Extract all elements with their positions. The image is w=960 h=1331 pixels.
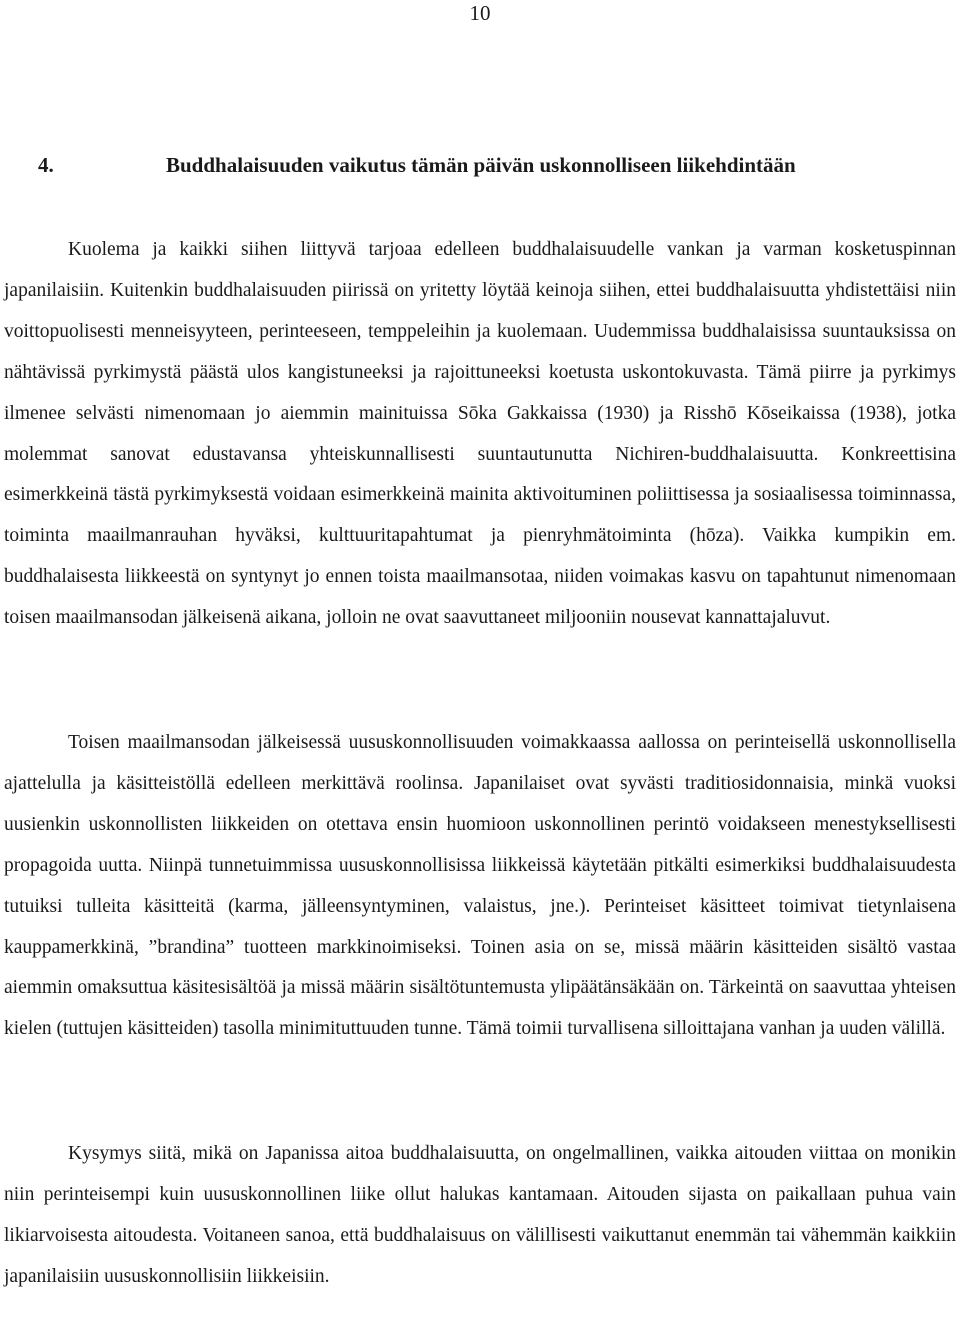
section-title: Buddhalaisuuden vaikutus tämän päivän uskonnolliseen liikehdintään bbox=[166, 153, 796, 177]
body-paragraph-3 bbox=[4, 1134, 956, 1298]
page-number: 10 bbox=[469, 1, 491, 25]
section-number: 4. bbox=[38, 153, 54, 177]
body-paragraph-1 bbox=[4, 230, 956, 639]
section-heading bbox=[38, 152, 796, 178]
paragraph-text: Kysymys siitä, mikä on Japanissa aitoa buddhalaisuutta, on ongelmallinen, vaikka aitouden viittaa on monikin niin perinteisempi kuin uususkonnollinen liike ollut halukas kantamaan. Aitouden sijasta on paikallaan puhua vain likiarvoisesta aitoudesta. Voitaneen sanoa, että buddhalaisuus on välillisesti vaikuttanut enemmän tai vähemmän kaikkiin japanilaisiin uususkonnollisiin liikkeisiin. bbox=[4, 1143, 956, 1287]
body-paragraph-2 bbox=[4, 723, 956, 1050]
paragraph-text: Kuolema ja kaikki siihen liittyvä tarjoaa edelleen buddhalaisuudelle vankan ja varman kosketuspinnan japanilaisiin. Kuitenkin buddhalaisuuden piirissä on yritetty löytää keinoja siihen, ettei buddhalaisuutta yhdistettäisi niin voittopuolisesti menneisyyteen, perinteeseen, temppeleihin ja kuolemaan. Uudemmissa buddhalaisissa suuntauksissa on nähtävissä pyrkimystä päästä ulos kangistuneeksi ja rajoittuneeksi koetusta uskontokuvasta. Tämä piirre ja pyrkimys ilmenee selvästi nimenomaan jo aiemmin mainituissa Sōka Gakkaissa (1930) ja Risshō Kōseikaissa (1938), jotka molemmat sanovat edustavansa yhteiskunnallisesti suuntautunutta Nichiren-buddhalaisuutta. Konkreettisina esimerkkeinä tästä pyrkimyksestä voidaan esimerkkeinä mainita aktivoituminen poliittisessa ja sosiaalisessa toiminnassa, toiminta maailmanrauhan hyväksi, kulttuuritapahtumat ja pienryhmätoiminta (hōza). Vaikka kumpikin em. buddhalaisesta liikkeestä on syntynyt jo ennen toista maailmansotaa, niiden voimakas kasvu on tapahtunut nimenomaan toisen maailmansodan jälkeisenä aikana, jolloin ne ovat saavuttaneet miljooniin nousevat kannattajaluvut. bbox=[4, 239, 956, 629]
paragraph-text: Toisen maailmansodan jälkeisessä uususkonnollisuuden voimakkaassa aallossa on perinteisellä uskonnollisella ajattelulla ja käsitteistöllä edelleen merkittävä roolinsa. Japanilaiset ovat syvästi traditiosidonnaisia, minkä vuoksi uusienkin uskonnollisten liikkeiden on otettava ensin huomioon uskonnollinen perintö voidakseen menestyksellisesti propagoida uutta. Niinpä tunnetuimmissa uususkonnollisissa liikkeissä käytetään pitkälti esimerkiksi buddhalaisuudesta tutuiksi tulleita käsitteitä (karma, jälleensyntyminen, valaistus, jne.). Perinteiset käsitteet toimivat tietynlaisena kauppamerkkinä, ”brandina” tuotteen markkinoimiseksi. Toinen asia on se, missä määrin käsitteiden sisältö vastaa aiemmin omaksuttua käsitesisältöä ja missä määrin sisältötuntemusta ylipäätänsäkään on. Tärkeintä on saavuttaa yhteisen kielen (tuttujen käsitteiden) tasolla minimituttuuden tunne. Tämä toimii turvallisena silloittajana vanhan ja uuden välillä. bbox=[4, 732, 956, 1040]
